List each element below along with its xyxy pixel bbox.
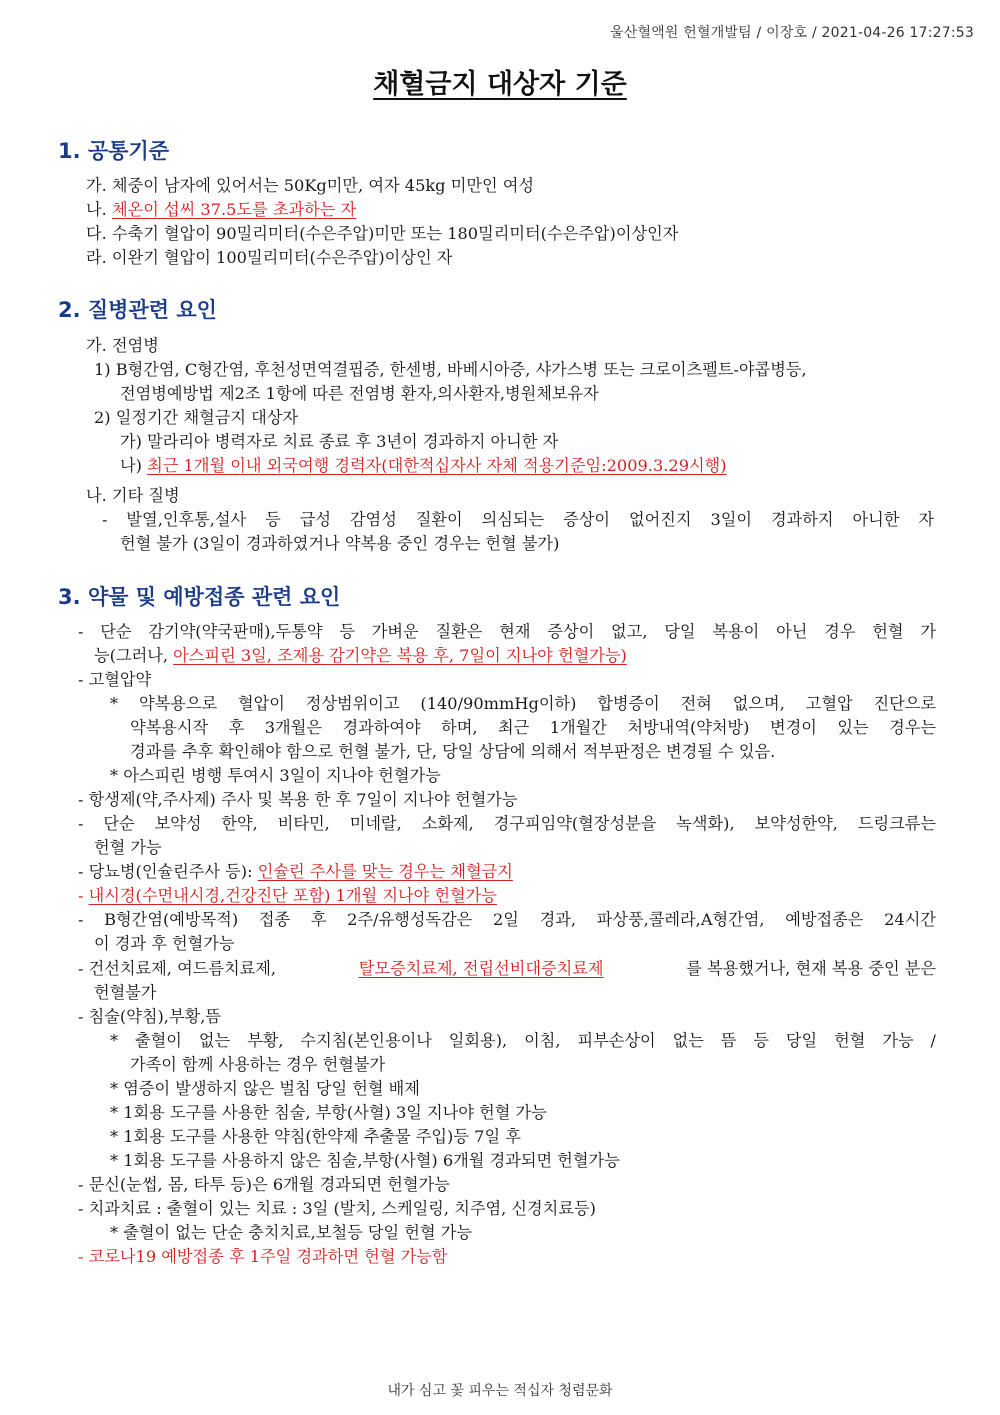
s3-m12: - 코로나19 예방접종 후 1주일 경과하면 헌혈 가능함	[78, 1247, 448, 1266]
s2-b: 나. 기타 질병	[86, 486, 180, 505]
s2-a1b: 전염병예방법 제2조 1항에 따른 전염병 환자,의사환자,병원체보유자	[120, 384, 599, 403]
s2-a2b	[120, 454, 727, 478]
s2-a1: 1) B형간염, C형간염, 후천성면역결핍증, 한센병, 바베시아증, 샤가스병 또는 크로이츠펠트-야콥병등,	[94, 360, 807, 379]
s2-a2a: 가) 말라리아 병력자로 치료 종료 후 3년이 경과하지 아니한 자	[120, 432, 559, 451]
page-header: 울산혈액원 헌혈개발팀 / 이장호 / 2021-04-26 17:27:53	[610, 25, 974, 41]
s2-a2: 2) 일정기간 채혈금지 대상자	[94, 408, 299, 427]
s2-a2b-highlight: 최근 1개월 이내 외국여행 경력자(대한적십자사 자체 적용기준임:2009.3.29시행)	[147, 456, 727, 475]
s3-m2d: * 아스피린 병행 투여시 3일이 지나야 헌혈가능	[110, 766, 441, 785]
s3-m9d: * 1회용 도구를 사용한 약침(한약제 추출물 주입)등 7일 후	[110, 1127, 521, 1146]
s1-line-2-prefix: 나.	[86, 200, 112, 219]
s1-line-1: 가. 체중이 남자에 있어서는 50Kg미만, 여자 45kg 미만인 여성	[86, 176, 535, 195]
s3-m8b: 헌혈불가	[94, 983, 157, 1002]
s3-m8	[78, 957, 936, 981]
s3-m8-highlight: 탈모증치료제, 전립선비대증치료제	[358, 959, 604, 978]
s3-m9c: * 1회용 도구를 사용한 침술, 부항(사혈) 3일 지나야 헌혈 가능	[110, 1103, 547, 1122]
s3-m8-prefix: - 건선치료제, 여드름치료제,	[78, 959, 277, 978]
s3-m5	[78, 860, 513, 884]
s3-m2: - 고혈압약	[78, 670, 152, 689]
s1-line-3: 다. 수축기 혈압이 90밀리미터(수은주압)미만 또는 180밀리미터(수은주압)이상인자	[86, 224, 679, 243]
s1-line-2	[86, 198, 356, 222]
section-3-heading: 3. 약물 및 예방접종 관련 요인	[58, 585, 341, 609]
s3-m5-prefix: - 당뇨병(인슐린주사 등):	[78, 862, 258, 881]
s3-m7b: 이 경과 후 헌혈가능	[94, 934, 235, 953]
s3-m11a: * 출혈이 없는 단순 충치치료,보철등 당일 헌혈 가능	[110, 1223, 472, 1242]
s1-line-2-highlight: 체온이 섭씨 37.5도를 초과하는 자	[111, 200, 357, 219]
section-1-heading: 1. 공통기준	[58, 139, 170, 163]
s2-b1b: 헌혈 불가 (3일이 경과하였거나 약복용 중인 경우는 헌혈 불가)	[120, 534, 560, 553]
s3-m2b: 약복용시작 후 3개월은 경과하여야 하며, 최근 1개월간 처방내역(약처방) 변경이 있는 경우는	[130, 718, 936, 737]
s3-m4b: 헌혈 가능	[94, 838, 162, 857]
section-2-heading: 2. 질병관련 요인	[58, 298, 217, 322]
s3-m11: - 치과치료 : 출혈이 있는 치료 : 3일 (발치, 스케일링, 치주염, 신경치료등)	[78, 1199, 596, 1218]
page-title-text: 채혈금지 대상자 기준	[373, 69, 627, 100]
s3-m2a: * 약복용으로 혈압이 정상범위이고 (140/90mmHg이하) 합병증이 전혀 없으며, 고혈압 진단으로	[110, 694, 936, 713]
s1-line-4: 라. 이완기 혈압이 100밀리미터(수은주압)이상인 자	[86, 248, 453, 267]
s3-m1b-highlight: 아스피린 3일, 조제용 감기약은 복용 후, 7일이 지나야 헌혈가능)	[173, 646, 627, 665]
s3-m9a2: 가족이 함께 사용하는 경우 헌혈불가	[130, 1055, 386, 1074]
s3-m7: - B형간염(예방목적) 접종 후 2주/유행성독감은 2일 경과, 파상풍,콜레라,A형간염, 예방접종은 24시간	[78, 910, 936, 929]
s3-m2c: 경과를 추후 확인해야 함으로 헌혈 불가, 단, 당일 상담에 의해서 적부판정은 변경될 수 있음.	[130, 742, 776, 761]
s3-m8-suffix: 를 복용했거나, 현재 복용 중인 분은	[686, 959, 936, 978]
page-title	[0, 62, 1000, 101]
s3-m9a: * 출혈이 없는 부황, 수지침(본인용이나 일회용), 이침, 피부손상이 없는 뜸 등 당일 헌혈 가능 /	[110, 1031, 936, 1050]
s2-a2b-prefix: 나)	[120, 456, 148, 475]
s3-m9: - 침술(약침),부황,뜸	[78, 1007, 221, 1026]
s3-m1b-prefix: 능(그러나,	[94, 646, 174, 665]
s3-m1b	[94, 644, 627, 668]
s3-m6-prefix: -	[78, 886, 89, 905]
s3-m4: - 단순 보약성 한약, 비타민, 미네랄, 소화제, 경구피임약(혈장성분을 녹색화), 보약성한약, 드링크류는	[78, 814, 936, 833]
s3-m6-highlight: 내시경(수면내시경,건강진단 포함) 1개월 지나야 헌혈가능	[88, 886, 497, 905]
s3-m6	[78, 884, 497, 908]
s3-m10: - 문신(눈썹, 몸, 타투 등)은 6개월 경과되면 헌혈가능	[78, 1175, 450, 1194]
s2-b1: - 발열,인후통,설사 등 급성 감염성 질환이 의심되는 증상이 없어진지 3일이 경과하지 아니한 자	[102, 510, 934, 529]
s3-m3: - 항생제(약,주사제) 주사 및 복용 한 후 7일이 지나야 헌혈가능	[78, 790, 518, 809]
s3-m9b: * 염증이 발생하지 않은 벌침 당일 헌혈 배제	[110, 1079, 420, 1098]
s3-m9e: * 1회용 도구를 사용하지 않은 침술,부항(사혈) 6개월 경과되면 헌혈가능	[110, 1151, 620, 1170]
page-footer: 내가 심고 꽃 피우는 적십자 청렴문화	[387, 1383, 613, 1399]
s2-a: 가. 전염병	[86, 336, 159, 355]
s3-m5-highlight: 인슐린 주사를 맞는 경우는 채혈금지	[257, 862, 513, 881]
s3-m1: - 단순 감기약(약국판매),두통약 등 가벼운 질환은 현재 증상이 없고, 당일 복용이 아닌 경우 헌혈 가	[78, 622, 936, 641]
